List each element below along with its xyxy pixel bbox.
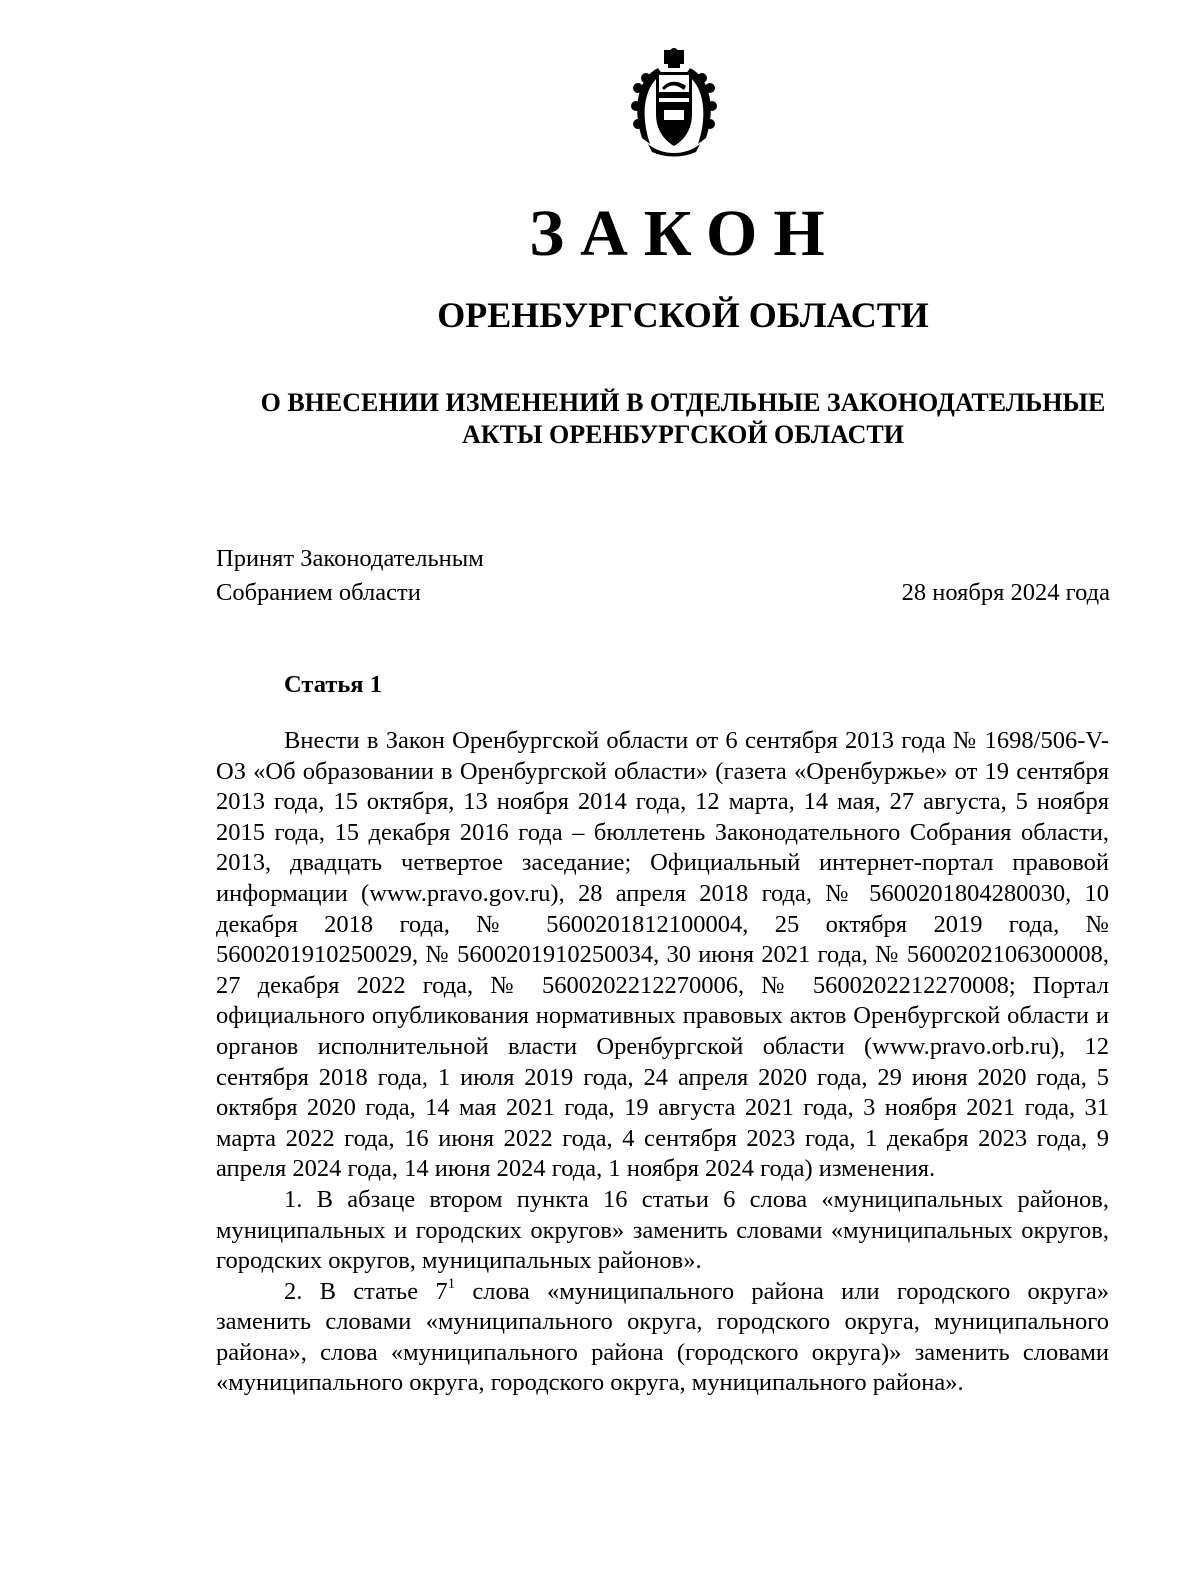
adoption-note <box>216 542 484 610</box>
region-subtitle: ОРЕНБУРГСКОЙ ОБЛАСТИ <box>437 295 929 335</box>
article-intro-paragraph: Внести в Закон Оренбургской области от 6 сентября 2013 года № 1698/506-V-ОЗ «Об образовании в Оренбургской области» (газета «Оренбуржье» от 19 сентября 2013 года, 15 октября, 13 ноября 2014 года, 12 марта, 14 мая, 27 августа, 5 ноября 2015 года, 15 декабря 2016 года – бюллетень Законодательного Собрания области, 2013, двадцать четвертое заседание; Официальный интернет-портал правовой информации (www.pravo.gov.ru), 28 апреля 2018 года, № 5600201804280030, 10 декабря 2018 года, № 5600201812100004, 25 октября 2019 года, № 5600201910250029, № 5600201910250034, 30 июня 2021 года, № 5600202106300008, 27 декабря 2022 года, № 5600202212270006, № 5600202212270008; Портал официального опубликования нормативных правовых актов Оренбургской области и органов исполнительной власти Оренбургской области (www.pravo.orb.ru), 12 сентября 2018 года, 1 июля 2019 года, 24 апреля 2020 года, 29 июня 2020 года, 5 октября 2020 года, 14 мая 2021 года, 19 августа 2021 года, 3 ноября 2021 года, 31 марта 2022 года, 16 июня 2022 года, 4 сентября 2023 года, 1 декабря 2023 года, 9 апреля 2024 года, 14 июня 2024 года, 1 ноября 2024 года) изменения. <box>216 727 1109 1183</box>
article-item-2 <box>216 1277 1109 1399</box>
adoption-date: 28 ноября 2024 года <box>901 579 1110 606</box>
article-item-2-prefix: 2. В статье 7 <box>284 1277 448 1305</box>
article-item-1: 1. В абзаце втором пункта 16 статьи 6 слова «муниципальных районов, муниципальных и городских округов» заменить словами «муниципальных округов, городских округов, муниципальных районов». <box>216 1185 1109 1275</box>
law-heading-line-1: О ВНЕСЕНИИ ИЗМЕНЕНИЙ В ОТДЕЛЬНЫЕ ЗАКОНОДАТЕЛЬНЫЕ <box>260 388 1106 417</box>
adoption-line-1: Принят Законодательным <box>216 545 484 572</box>
document-title: ЗАКОН <box>529 197 841 270</box>
article-body <box>216 726 1109 1399</box>
law-heading-line-2: АКТЫ ОРЕНБУРГСКОЙ ОБЛАСТИ <box>462 420 904 449</box>
adoption-line-2: Собранием области <box>216 579 421 606</box>
article-item-2-superscript: 1 <box>447 1275 456 1292</box>
law-heading <box>200 387 1166 451</box>
article-title: Статья 1 <box>284 671 382 698</box>
article-item-2-text: слова «муниципального района или городского округа» заменить словами «муниципального округа, городского округа, муниципального района», слова «муниципального района (городского округа)» заменить словами «муниципального округа, городского округа, муниципального района». <box>216 1277 1109 1397</box>
coat-of-arms-emblem <box>628 48 720 158</box>
